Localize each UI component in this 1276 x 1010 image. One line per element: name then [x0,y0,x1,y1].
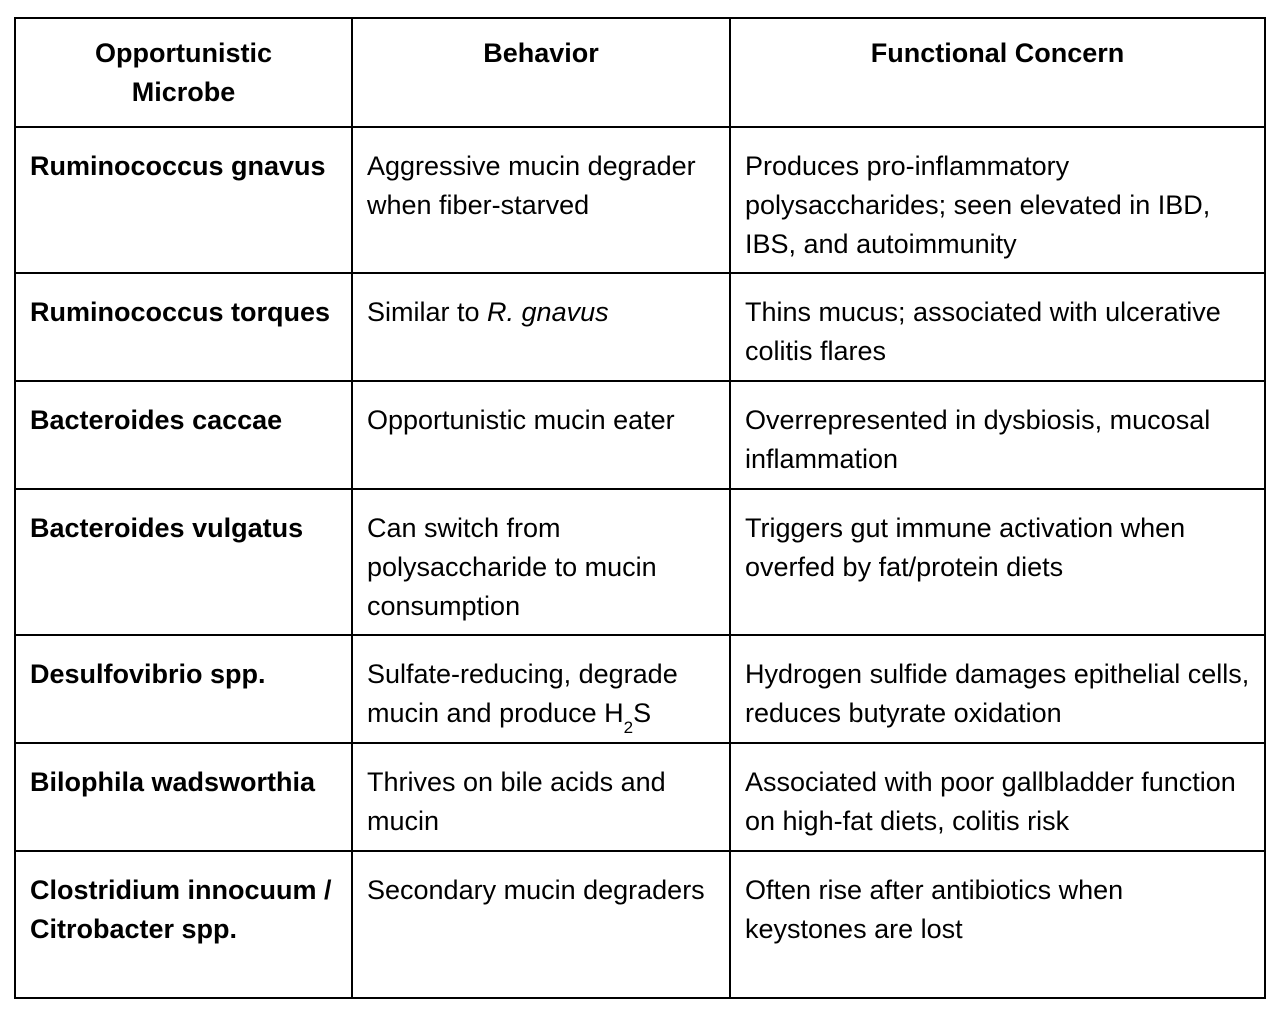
header-row [15,18,1265,127]
header-microbe: Opportunistic Microbe [15,18,352,127]
concern-cell: Produces pro-inflammatory polysaccharides; seen elevated in IBD, IBS, and autoimmunity [730,127,1265,273]
behavior-text: Similar to [367,297,488,327]
concern-cell: Overrepresented in dysbiosis, mucosal inflammation [730,381,1265,489]
table-row [15,381,1265,489]
table-row [15,273,1265,381]
concern-cell: Associated with poor gallbladder function on high-fat diets, colitis risk [730,743,1265,851]
table-row [15,635,1265,743]
table-row [15,743,1265,851]
behavior-cell: Can switch from polysaccharide to mucin consumption [352,489,730,635]
concern-cell: Thins mucus; associated with ulcerative colitis flares [730,273,1265,381]
microbe-cell: Desulfovibrio spp. [15,635,352,743]
subscript-2: 2 [623,718,634,737]
behavior-italic-text: R. gnavus [487,297,609,327]
concern-cell: Hydrogen sulfide damages epithelial cells, reduces butyrate oxidation [730,635,1265,743]
behavior-text: Sulfate-reducing, degrade mucin and produce H [367,659,678,728]
behavior-suffix: S [633,698,652,728]
table-row [15,851,1265,998]
concern-cell: Often rise after antibiotics when keystones are lost [730,851,1265,998]
concern-cell: Triggers gut immune activation when overfed by fat/protein diets [730,489,1265,635]
microbe-cell: Bacteroides caccae [15,381,352,489]
behavior-cell: Secondary mucin degraders [352,851,730,998]
header-behavior: Behavior [352,18,730,127]
microbe-cell: Bilophila wadsworthia [15,743,352,851]
microbe-cell: Bacteroides vulgatus [15,489,352,635]
table-row [15,127,1265,273]
behavior-cell: Opportunistic mucin eater [352,381,730,489]
behavior-cell [352,635,730,743]
behavior-cell: Aggressive mucin degrader when fiber-starved [352,127,730,273]
table-row [15,489,1265,635]
microbe-cell: Ruminococcus torques [15,273,352,381]
microbe-cell: Ruminococcus gnavus [15,127,352,273]
microbe-cell: Clostridium innocuum / Citrobacter spp. [15,851,352,998]
header-concern: Functional Concern [730,18,1265,127]
behavior-cell: Thrives on bile acids and mucin [352,743,730,851]
microbe-table [14,17,1266,999]
behavior-cell [352,273,730,381]
